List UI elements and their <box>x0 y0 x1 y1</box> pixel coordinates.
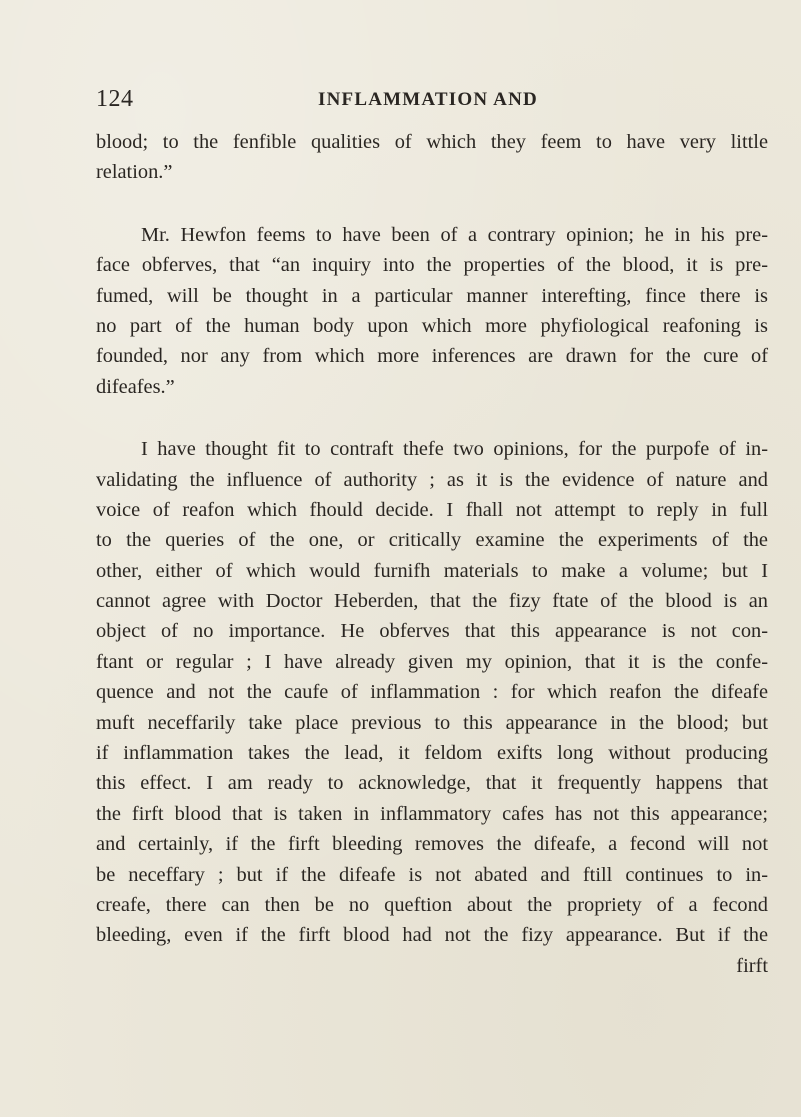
text-line: blood; to the fenfible qualities of which they feem to have very little <box>96 131 768 153</box>
running-head: INFLAMMATION AND <box>318 89 538 110</box>
text-line: quence and not the caufe of inflammation : for which reafon the difeafe <box>96 681 768 704</box>
text-line: Mr. Hewfon feems to have been of a contrary opinion; he in his pre- <box>141 223 768 246</box>
text-line: object of no importance. He obferves that this appearance is not con- <box>96 620 768 643</box>
body-text <box>96 127 768 981</box>
text-line: other, either of which would furnifh materials to make a volume; but I <box>96 559 768 582</box>
paragraph-3 <box>96 434 768 951</box>
text-line: cannot agree with Doctor Heberden, that the fizy ftate of the blood is an <box>96 590 768 613</box>
catchword: firft <box>736 954 768 977</box>
text-line: fumed, will be thought in a particular manner interefting, fince there is <box>96 284 768 307</box>
text-line: ftant or regular ; I have already given my opinion, that it is the confe- <box>96 650 768 673</box>
text-line: be neceffary ; but if the difeafe is not abated and ftill continues to in- <box>96 863 768 886</box>
text-line: this effect. I am ready to acknowledge, that it frequently happens that <box>96 772 768 795</box>
paragraph-1 <box>96 127 768 188</box>
text-line: relation.” <box>96 161 173 184</box>
text-line: face obferves, that “an inquiry into the properties of the blood, it is pre- <box>96 254 768 277</box>
text-line: validating the influence of authority ; as it is the evidence of nature and <box>96 468 768 491</box>
paragraph-2 <box>96 220 768 402</box>
page-number: 124 <box>96 86 134 112</box>
text-line: to the queries of the one, or critically examine the experiments of the <box>96 529 768 552</box>
text-line: founded, nor any from which more inferences are drawn for the cure of <box>96 345 768 368</box>
text-line: no part of the human body upon which more phyfiological reafoning is <box>96 314 768 337</box>
text-line: muft neceffarily take place previous to this appearance in the blood; but <box>96 711 768 734</box>
text-line: the firft blood that is taken in inflammatory cafes has not this appearance; <box>96 802 768 825</box>
text-line: bleeding, even if the firft blood had not the fizy appearance. But if the <box>96 924 768 947</box>
text-line: I have thought fit to contraft thefe two opinions, for the purpofe of in- <box>141 438 768 461</box>
text-line: and certainly, if the firft bleeding removes the difeafe, a fecond will not <box>96 833 768 856</box>
text-line: voice of reafon which fhould decide. I fhall not attempt to reply in full <box>96 498 768 521</box>
page-header <box>96 86 766 114</box>
text-line: difeafes.” <box>96 375 175 398</box>
text-line: if inflammation takes the lead, it feldom exifts long without producing <box>96 742 768 765</box>
text-line: creafe, there can then be no queftion about the propriety of a fecond <box>96 893 768 916</box>
